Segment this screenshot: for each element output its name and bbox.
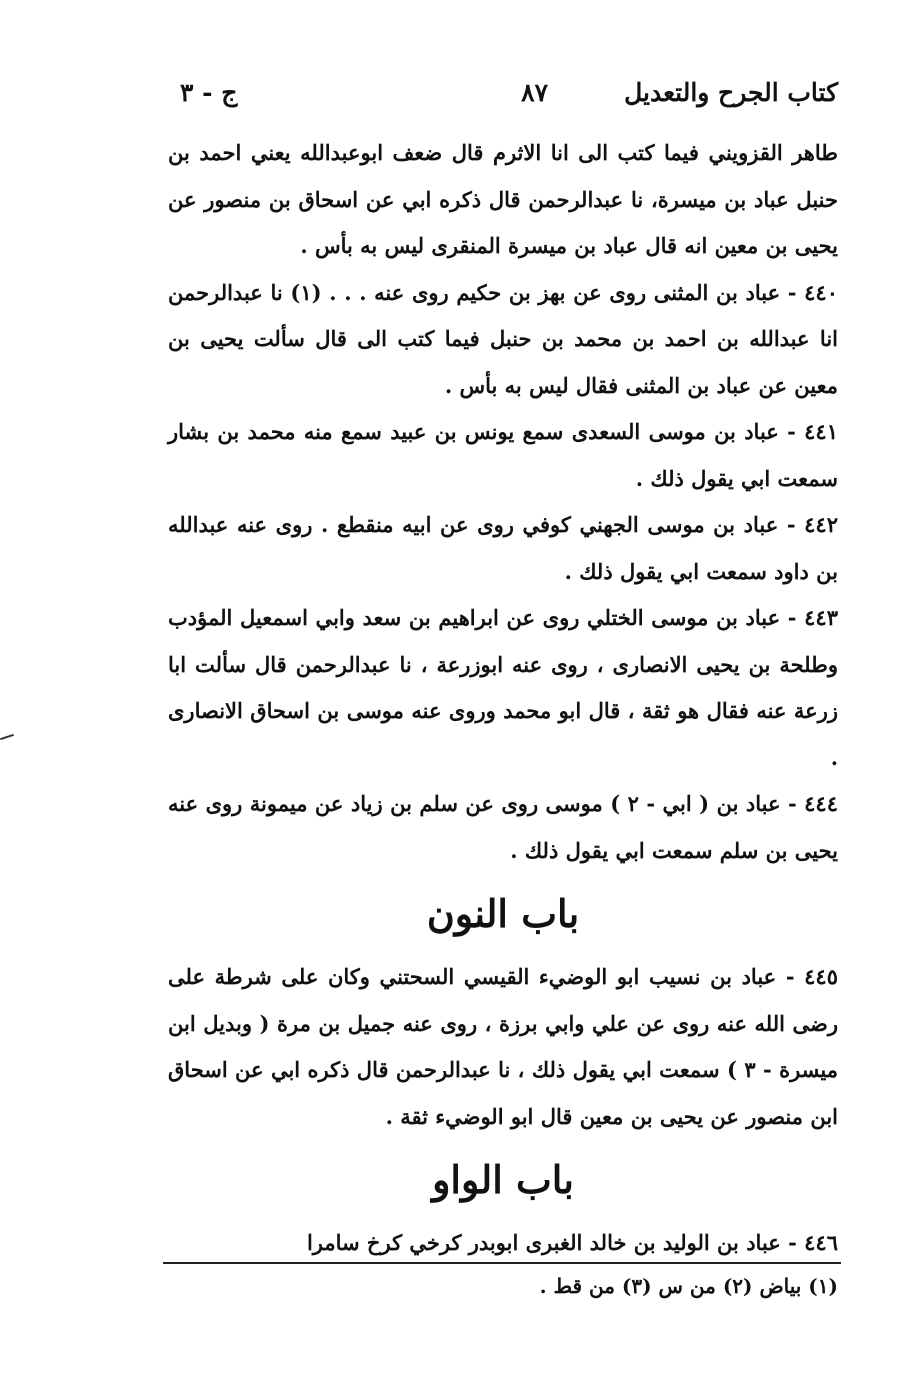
page-body	[168, 130, 838, 1267]
page-header	[170, 78, 838, 118]
margin-mark	[0, 734, 14, 740]
entry-441: ٤٤١ - عباد بن موسى السعدى سمع يونس بن عبيد سمع منه محمد بن بشار سمعت ابي يقول ذلك .	[168, 419, 838, 491]
entry-444: ٤٤٤ - عباد بن ( ابي - ٢ ) موسى روى عن سلم بن زياد عن ميمونة روى عنه يحيى بن سلم سمعت ابي يقول ذلك .	[168, 791, 838, 863]
footnote-divider	[163, 1262, 841, 1264]
entry-446: ٤٤٦ - عباد بن الوليد بن خالد الغبرى ابوبدر كرخي كرخ سامرا	[306, 1230, 838, 1255]
entry-440: ٤٤٠ - عباد بن المثنى روى عن بهز بن حكيم روى عنه . . . (١) نا عبدالرحمن انا عبدالله بن احمد بن محمد بن حنبل فيما كتب الى قال سألت يحيى بن معين عن عباد بن المثنى فقال ليس به بأس .	[168, 279, 838, 398]
volume-label: ج - ٣	[180, 78, 238, 107]
book-title: كتاب الجرح والتعديل	[624, 78, 838, 107]
entry-443: ٤٤٣ - عباد بن موسى الختلي روى عن ابراهيم بن سعد وابي اسمعيل المؤدب وطلحة بن يحيى الانصارى ، روى عنه ابوزرعة ، نا عبدالرحمن قال سألت ابا زرعة عنه فقال هو ثقة ، قال ابو محمد وروى عنه موسى بن اسحاق الانصارى .	[168, 605, 838, 770]
entry-445: ٤٤٥ - عباد بن نسيب ابو الوضيء القيسي السحتني وكان على شرطة على رضى الله عنه روى عن علي وابي برزة ، روى عنه جميل بن مرة ( وبديل ابن ميسرة - ٣ ) سمعت ابي يقول ذلك ، نا عبدالرحمن قال ذكره ابي عن اسحاق ابن منصور عن يحيى بن معين قال ابو الوضيء ثقة .	[168, 964, 838, 1129]
footnote: (١) بياض (٢) من س (٣) من قط .	[539, 1274, 838, 1298]
entry-442: ٤٤٢ - عباد بن موسى الجهني كوفي روى عن ابيه منقطع . روى عنه عبدالله بن داود سمعت ابي يقول ذلك .	[168, 512, 838, 584]
section-title-waw: باب الواو	[432, 1157, 574, 1202]
page-number: ٨٧	[521, 78, 548, 107]
paragraph-continuation: طاهر القزويني فيما كتب الى انا الاثرم قال ضعف ابوعبدالله يعني احمد بن حنبل عباد بن ميسرة، نا عبدالرحمن قال ذكره ابي عن اسحاق بن منصور عن يحيى بن معين انه قال عباد بن ميسرة المنقرى ليس به بأس .	[168, 140, 838, 258]
section-title-nun: باب النون	[426, 891, 580, 936]
